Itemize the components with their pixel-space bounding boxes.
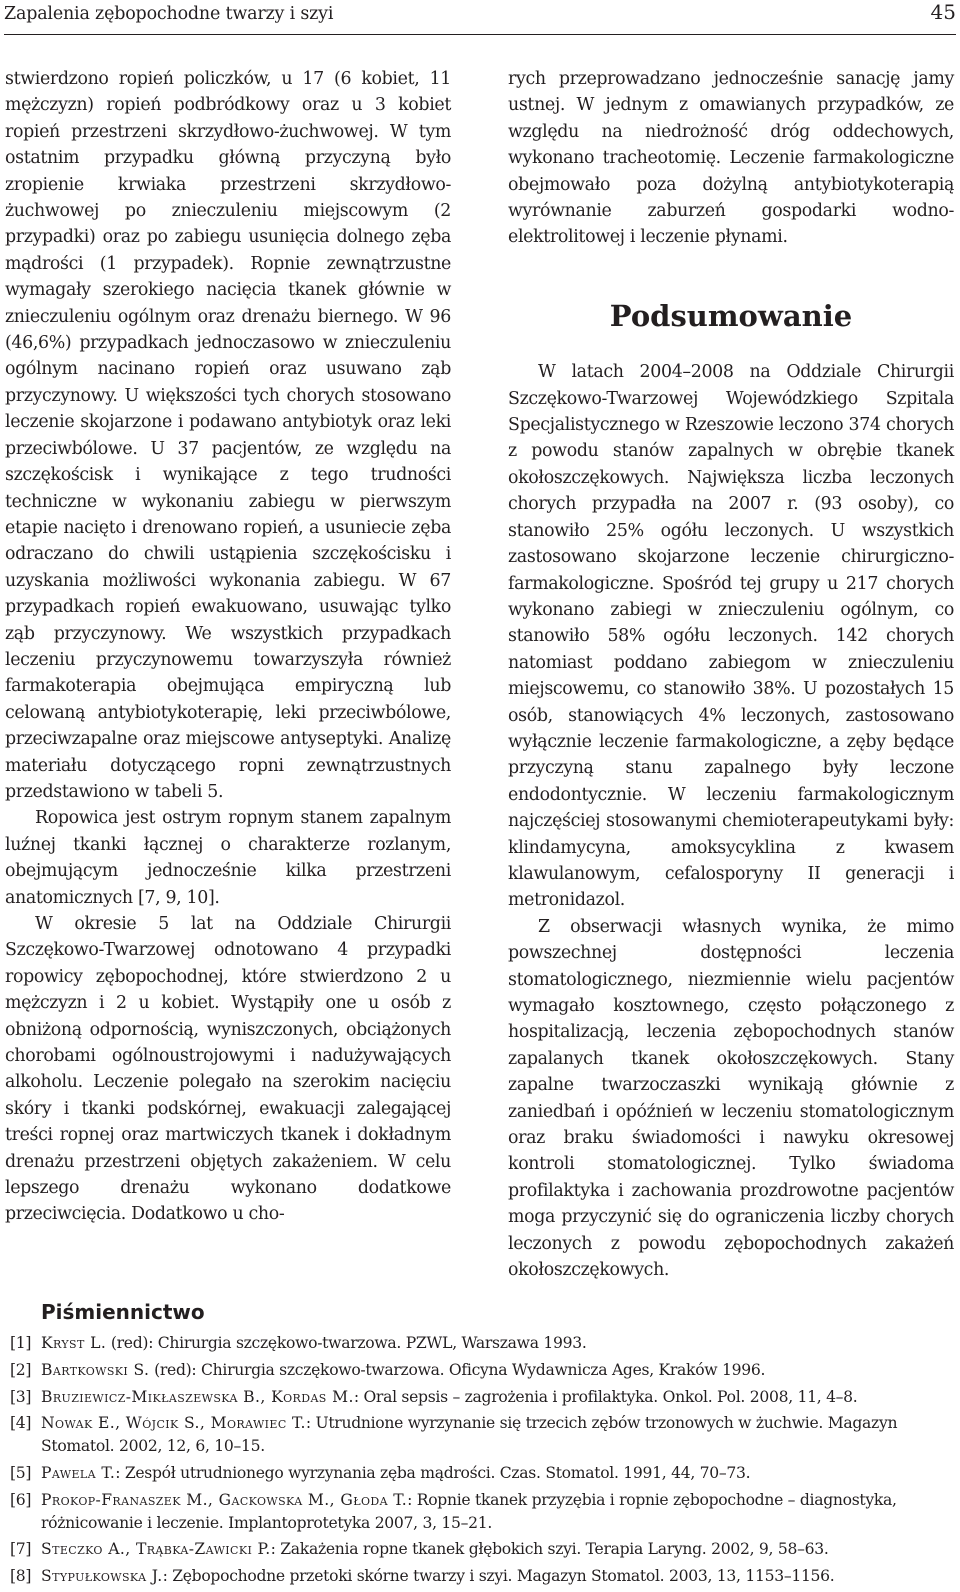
body-paragraph: Z obserwacji własnych wynika, że mimo powszechnej dostępności leczenia stomatologicznego, niezmiennie wielu pacjentów wymagało kosztownego, często połączonego z hospitalizacją, leczenia zębopochodnych stanów zapalanych tkanek okołoszczękowych. Stany zapalne twarzoczaszki wynikają głównie z zaniedbań i opóźnień w leczeniu stomatologicznym oraz braku świadomości i nawyku okresowej kontroli stomatologicznej. Tylko świadoma profilaktyka i zachowania prozdrowotne pacjentów moga przyczynić się do ograniczenia liczby chorych leczonych z powodu zębopochodnych zakażeń okołoszczękowych. — [508, 916, 954, 1281]
reference-number: [5] — [10, 1463, 32, 1482]
reference-item — [0, 1386, 960, 1409]
reference-item — [0, 1462, 960, 1485]
left-column — [5, 66, 451, 1228]
reference-item — [0, 1565, 960, 1588]
body-paragraph: W okresie 5 lat na Oddziale Chirurgii Szczękowo-Twarzowej odnotowano 4 przypadki ropowicy zębopochodnej, które stwierdzono 2 u mężczyzn i 2 u kobiet. Wystąpiły one u osób z obniżoną odpornością, wyniszczonych, obciążonych chorobami ogólnoustrojowymi i nadużywających alkoholu. Leczenie polegało na szerokim nacięciu skóry i tkanki podskórnej, ewakuacji zalegającej treści ropnej oraz martwiczych tkanek i dokładnym drenażu przestrzeni objętych zakażeniem. W celu lepszego drenażu wykonano dodatkowe przeciwcięcia. Dodatkowo u cho- — [5, 914, 451, 1225]
reference-authors: Stypułkowska J. — [41, 1567, 163, 1586]
running-head — [4, 0, 956, 35]
reference-text: : Ropnie tkanek przyzębia i ropnie zębopochodne – diagnostyka, różnicowanie i leczenie. Implantoprotetyka 2007, 3, 15–21. — [41, 1490, 897, 1532]
body-paragraph: W latach 2004–2008 na Oddziale Chirurgii Szczękowo-Twarzowej Wojewódzkiego Szpitala Specjalistycznego w Rzeszowie leczono 374 chorych z powodu stanów zapalnych w obrębie tkanek okołoszczękowych. Największa liczba leczonych chorych przypadła na 2007 r. (93 osoby), co stanowiło 25% ogółu leczonych. U wszystkich zastosowano skojarzone leczenie chirurgiczno-farmakologiczne. Spośród tej grupy u 217 chorych wykonano zabiegi w znieczuleniu ogólnym, co stanowiło 58% ogółu leczonych. 142 chorych natomiast poddano zabiegom w znieczuleniu miejscowemu, co stanowiło 38%. U pozostałych 15 osób, stanowiących 4% leczonych, zastosowano wyłącznie leczenie farmakologiczne, a zęby będące przyczyną stanu zapalnego były leczone endodontycznie. W leczeniu farmakologicznym najczęściej stosowanymi chemioterapeutykami były: klindamycyna, amoksycyklina z kwasem klawulanowym, cefalosporyny II generacji i metronidazol. — [508, 362, 954, 911]
reference-item — [0, 1359, 960, 1382]
reference-authors: Prokop-Franaszek M., Gackowska M., Głoda T. — [41, 1490, 408, 1509]
reference-item — [0, 1412, 960, 1458]
running-title: Zapalenia zębopochodne twarzy i szyi — [4, 4, 334, 24]
body-paragraph: stwierdzono ropień policzków, u 17 (6 kobiet, 11 mężczyzn) ropień podbródkowy oraz u 3 kobiet ropień przestrzeni skrzydłowo-żuchwowej. W tym ostatnim przypadku główną przyczyną było zropienie krwiaka przestrzeni skrzydłowo-żuchwowej po znieczuleniu miejscowym (2 przypadki) oraz po zabiegu usunięcia dolnego zęba mądrości (1 przypadek). Ropnie zewnątrzustne wymagały szerokiego nacięcia tkanek głównie w znieczuleniu ogólnym oraz drenażu biernego. W 96 (46,6%) przypadkach jednoczasowo w znieczuleniu ogólnym nacinano ropień oraz usuwano ząb przyczynowy. U większości tych chorych stosowano leczenie skojarzone i podawano antybiotyk oraz leki przeciwbólowe. U 37 pacjentów, ze względu na szczękościsk i wynikające z tego trudności techniczne w wykonaniu zabiegu w pierwszym etapie nacięto i drenowano ropień, a usuniecie zęba odraczano do chwili ustąpienia szczękościsku i uzyskania możliwości wykonania zabiegu. W 67 przypadkach ropień ewakuowano, usuwając tylko ząb przyczynowy. We wszystkich przypadkach leczeniu przyczynowemu towarzyszyła również farmakoterapia obejmująca empiryczną lub celowaną antybiotykoterapię, leki przeciwbólowe, przeciwzapalne oraz miejscowe antyseptyki. Analizę materiału dotyczącego ropni zewnątrzustnych przedstawiono w tabeli 5. — [5, 69, 451, 802]
reference-text: : Zespół utrudnionego wyrzynania zęba mądrości. Czas. Stomatol. 1991, 44, 70–73. — [115, 1463, 751, 1482]
reference-text: : Oral sepsis – zagrożenia i profilaktyka. Onkol. Pol. 2008, 11, 4–8. — [353, 1387, 858, 1406]
reference-text: : Utrudnione wyrzynanie się trzecich zębów trzonowych w żuchwie. Magazyn Stomatol. 2002, 12, 6, 10–15. — [41, 1414, 898, 1456]
reference-number: [2] — [10, 1360, 32, 1379]
reference-authors: Nowak E., Wójcik S., Morawiec T. — [41, 1414, 306, 1433]
body-paragraph: rych przeprowadzano jednocześnie sanację jamy ustnej. W jednym z omawianych przypadków, ze względu na niedrożność dróg oddechowych, wykonano tracheotomię. Leczenie farmakologiczne obejmowało poza dożylną antybiotykoterapią wyrównanie zaburzeń gospodarki wodno-elektrolitowej i leczenie płynami. — [508, 69, 954, 248]
reference-item — [0, 1538, 960, 1561]
reference-number: [8] — [10, 1567, 32, 1586]
reference-number: [3] — [10, 1387, 32, 1406]
right-column — [508, 66, 954, 1283]
reference-authors: Pawela T. — [41, 1463, 116, 1482]
section-heading: Podsumowanie — [609, 298, 853, 333]
page-number: 45 — [930, 0, 956, 24]
reference-item — [0, 1489, 960, 1535]
references — [0, 1300, 960, 1592]
reference-item — [0, 1332, 960, 1355]
reference-number: [1] — [10, 1334, 32, 1352]
reference-text: : Zakażenia ropne tkanek głębokich szyi. Terapia Laryng. 2002, 9, 58–63. — [270, 1540, 829, 1559]
reference-text: (red): Chirurgia szczękowo-twarzowa. PZWL, Warszawa 1993. — [106, 1334, 587, 1352]
reference-number: [4] — [10, 1414, 32, 1433]
reference-authors: Kryst L. — [41, 1334, 107, 1352]
reference-authors: Bartkowski S. — [41, 1360, 150, 1379]
reference-authors: Steczko A., Trąbka-Zawicki P. — [41, 1540, 271, 1559]
references-heading: Piśmiennictwo — [41, 1300, 205, 1324]
reference-number: [6] — [10, 1490, 32, 1509]
reference-authors: Bruziewicz-Mikłaszewska B., Kordas M. — [41, 1387, 354, 1406]
body-paragraph: Ropowica jest ostrym ropnym stanem zapalnym luźnej tkanki łącznej o charakterze rozlanym, obejmującym jednocześnie kilka przestrzeni anatomicznych [7, 9, 10]. — [5, 808, 451, 908]
reference-text: : Zębopochodne przetoki skórne twarzy i szyi. Magazyn Stomatol. 2003, 13, 1153–1156. — [162, 1567, 835, 1586]
reference-text: (red): Chirurgia szczękowo-twarzowa. Oficyna Wydawnicza Ages, Kraków 1996. — [149, 1360, 766, 1379]
reference-number: [7] — [10, 1540, 32, 1559]
